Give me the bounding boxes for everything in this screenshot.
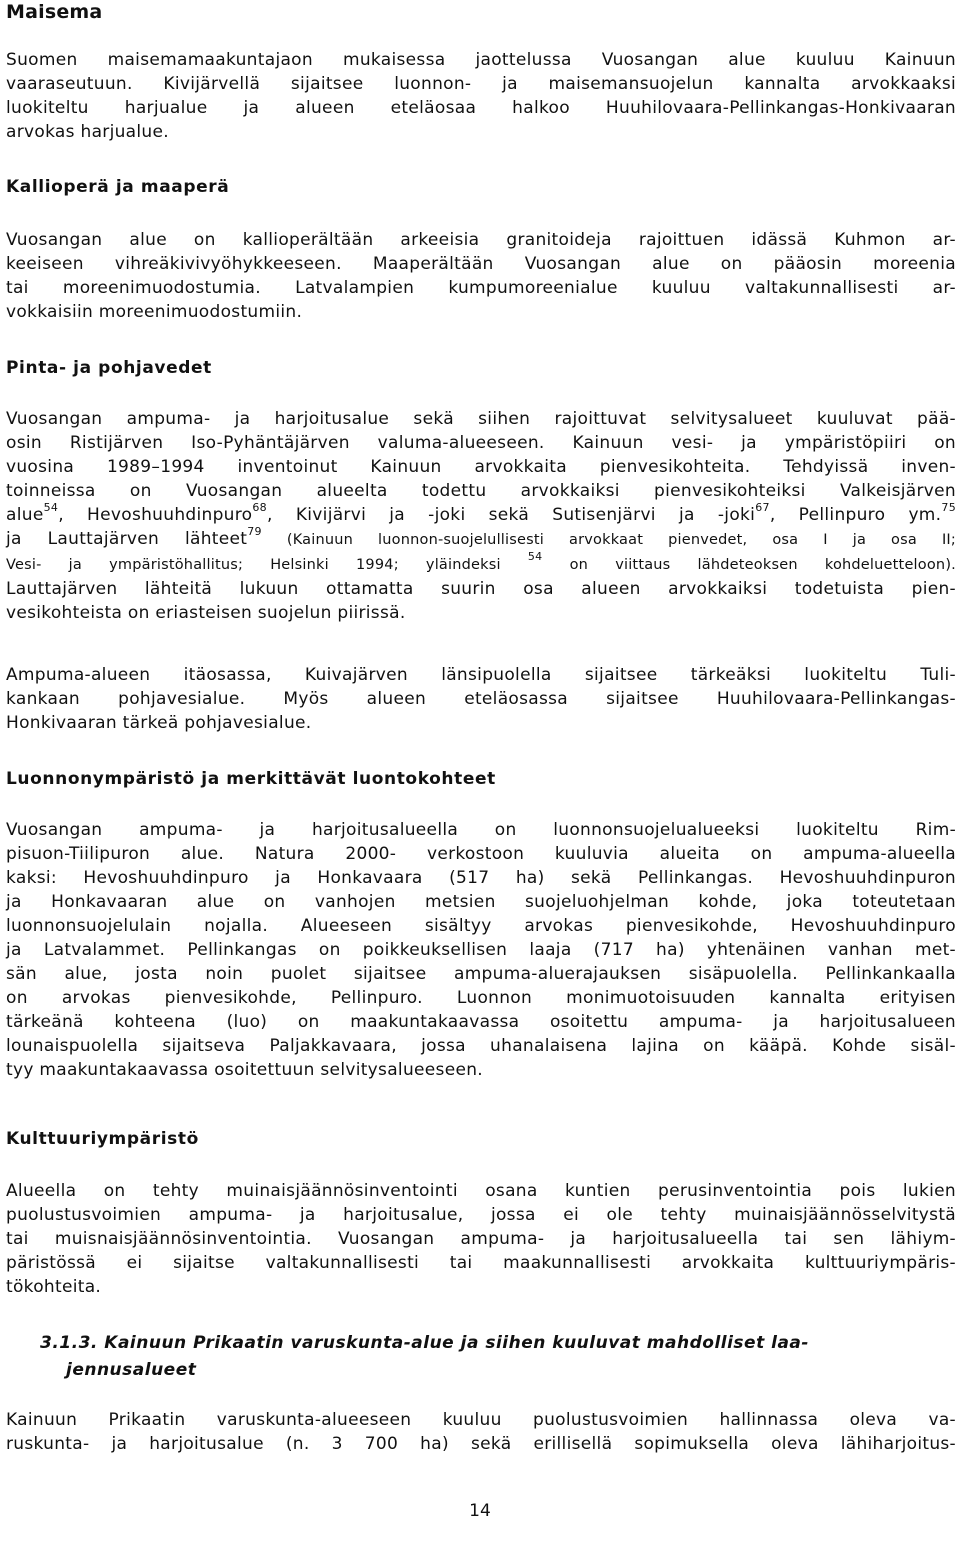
section-heading-bedrock: Kallioperä ja maaperä bbox=[6, 177, 230, 197]
text-line: keeiseen vihreäkivivyöhykkeeseen. Maaperältään Vuosangan alue on pääosin moreenia bbox=[6, 254, 956, 274]
text-line: Alueella on tehty muinaisjäännösinventointi osana kuntien perusinventointia pois lukien bbox=[6, 1181, 956, 1201]
text-line: kaksi: Hevoshuuhdinpuro ja Honkavaara (517 ha) sekä Pellinkangas. Hevoshuuhdinpuron bbox=[6, 868, 956, 888]
text-line: Ampuma-alueen itäosassa, Kuivajärven länsipuolella sijaitsee tärkeäksi luokiteltu Tuli- bbox=[6, 665, 956, 685]
text-line: vuosina 1989–1994 inventoinut Kainuun arvokkaita pienvesikohteita. Tehdyissä inven- bbox=[6, 457, 956, 477]
waters-paragraph-1 bbox=[6, 407, 956, 625]
citation-text: on viittaus lähdeteoksen kohdeluetteloon). bbox=[542, 557, 956, 573]
text-line: ja Honkavaaran alue on vanhojen metsien suojeluohjelman kohde, joka toteutetaan bbox=[6, 892, 956, 912]
bedrock-paragraph bbox=[6, 228, 956, 324]
footnote-ref: 54 bbox=[43, 501, 59, 515]
text-line: Vuosangan alue on kallioperältään arkeeisia granitoideja rajoittuen idässä Kuhmon ar- bbox=[6, 230, 956, 250]
footnote-ref: 75 bbox=[941, 501, 956, 515]
footnote-ref: 67 bbox=[755, 501, 770, 515]
section-heading-waters: Pinta- ja pohjavedet bbox=[6, 358, 212, 378]
text-line: päristössä ei sijaitse valtakunnallisesti tai maakunnallisesti arvokkaita kulttuuriympäris- bbox=[6, 1253, 956, 1273]
text-line: vokkaisiin moreenimuodostumiin. bbox=[6, 302, 303, 322]
text-line: Vuosangan ampuma- ja harjoitusalueella on luonnonsuojelualueeksi luokiteltu Rim- bbox=[6, 820, 956, 840]
text-line: luonnonsuojelulain nojalla. Alueeseen sisältyy arvokas pienvesikohde, Hevoshuuhdinpuro bbox=[6, 916, 956, 936]
footnote-ref: 68 bbox=[252, 501, 267, 515]
text-line: Lauttajärven lähteitä lukuun ottamatta suurin osa alueen arvokkaiksi todetuista pien- bbox=[6, 579, 956, 599]
text-line: sän alue, josta noin puolet sijaitsee ampuma-aluerajauksen sisäpuolella. Pellinkankaalla bbox=[6, 964, 956, 984]
subsection-heading-line: jennusalueet bbox=[66, 1360, 197, 1380]
text-run: , Pellinpuro ym. bbox=[769, 505, 942, 525]
text-run: alue bbox=[6, 505, 44, 525]
footnote-ref: 54 bbox=[527, 550, 543, 564]
text-line: ja Latvalammet. Pellinkangas on poikkeuksellisen laaja (717 ha) yhtenäinen vanhan met- bbox=[6, 940, 956, 960]
text-line: tai muisnaisjäännösinventointia. Vuosangan ampuma- ja harjoitusalueella tai sen lähiym- bbox=[6, 1229, 956, 1249]
text-line: Vuosangan ampuma- ja harjoitusalue sekä siihen rajoittuvat selvitysalueet kuuluvat pää- bbox=[6, 409, 956, 429]
culture-paragraph bbox=[6, 1179, 956, 1299]
text-run: , Kivijärvi ja -joki sekä Sutisenjärvi ja -joki bbox=[266, 505, 756, 525]
subsection-heading bbox=[40, 1330, 956, 1384]
subsection-heading-line: 3.1.3. Kainuun Prikaatin varuskunta-alue ja siihen kuuluvat mahdolliset laa- bbox=[40, 1333, 809, 1353]
text-line bbox=[6, 503, 956, 527]
text-line: arvokas harjualue. bbox=[6, 122, 169, 142]
page-title: Maisema bbox=[6, 1, 103, 23]
page-number: 14 bbox=[469, 1501, 491, 1521]
text-line: lounaispuolella sijaitseva Paljakkavaara, jossa uhanalaisena lajina on kääpä. Kohde sisäl- bbox=[6, 1036, 956, 1056]
text-line: Honkivaaran tärkeä pohjavesialue. bbox=[6, 713, 312, 733]
garrison-paragraph bbox=[6, 1408, 956, 1456]
text-line bbox=[6, 527, 956, 552]
waters-paragraph-2 bbox=[6, 663, 956, 735]
text-line: tai moreenimuodostumia. Latvalampien kumpumoreenialue kuuluu valtakunnallisesti ar- bbox=[6, 278, 956, 298]
landscape-paragraph bbox=[6, 48, 956, 144]
nature-paragraph bbox=[6, 818, 956, 1082]
text-line: tärkeänä kohteena (luo) on maakuntakaavassa osoitettu ampuma- ja harjoitusalueen bbox=[6, 1012, 956, 1032]
citation-text: Vesi- ja ympäristöhallitus; Helsinki 1994; yläindeksi bbox=[6, 557, 528, 573]
text-line: vaaraseutuun. Kivijärvellä sijaitsee luonnon- ja maisemansuojelun kannalta arvokkaaksi bbox=[6, 74, 956, 94]
text-line: ruskunta- ja harjoitusalue (n. 3 700 ha) sekä erillisellä sopimuksella oleva lähiharjoitus- bbox=[6, 1434, 956, 1454]
text-line: tökohteita. bbox=[6, 1277, 102, 1297]
text-run: , Hevoshuuhdinpuro bbox=[58, 505, 253, 525]
text-line: tyy maakuntakaavassa osoitettuun selvitysalueeseen. bbox=[6, 1060, 483, 1080]
text-line: on arvokas pienvesikohde, Pellinpuro. Luonnon monimuotoisuuden kannalta erityisen bbox=[6, 988, 956, 1008]
text-line: Kainuun Prikaatin varuskunta-alueeseen kuuluu puolustusvoimien hallinnassa oleva va- bbox=[6, 1410, 956, 1430]
citation-text: (Kainuun luonnon-suojelullisesti arvokkaat pienvedet, osa I ja osa II; bbox=[261, 532, 956, 548]
text-line bbox=[6, 552, 956, 577]
section-heading-nature: Luonnonympäristö ja merkittävät luontokohteet bbox=[6, 769, 496, 789]
footnote-ref: 79 bbox=[247, 525, 262, 539]
text-line: vesikohteista on eriasteisen suojelun piirissä. bbox=[6, 603, 406, 623]
text-line: Suomen maisemamaakuntajaon mukaisessa jaottelussa Vuosangan alue kuuluu Kainuun bbox=[6, 50, 956, 70]
text-line: luokiteltu harjualue ja alueen eteläosaa halkoo Huuhilovaara-Pellinkangas-Honkivaaran bbox=[6, 98, 956, 118]
text-line: pisuon-Tiilipuron alue. Natura 2000- verkostoon kuuluvia alueita on ampuma-alueella bbox=[6, 844, 956, 864]
text-run: ja Lauttajärven lähteet bbox=[6, 529, 248, 549]
text-line: kankaan pohjavesialue. Myös alueen eteläosassa sijaitsee Huuhilovaara-Pellinkangas- bbox=[6, 689, 956, 709]
text-line: osin Ristijärven Iso-Pyhäntäjärven valuma-alueeseen. Kainuun vesi- ja ympäristöpiiri on bbox=[6, 433, 956, 453]
text-line: puolustusvoimien ampuma- ja harjoitusalue, jossa ei ole tehty muinaisjäännösselvitystä bbox=[6, 1205, 956, 1225]
section-heading-culture: Kulttuuriympäristö bbox=[6, 1129, 199, 1149]
text-line: toinneissa on Vuosangan alueelta todettu arvokkaiksi pienvesikohteiksi Valkeisjärven bbox=[6, 481, 956, 501]
